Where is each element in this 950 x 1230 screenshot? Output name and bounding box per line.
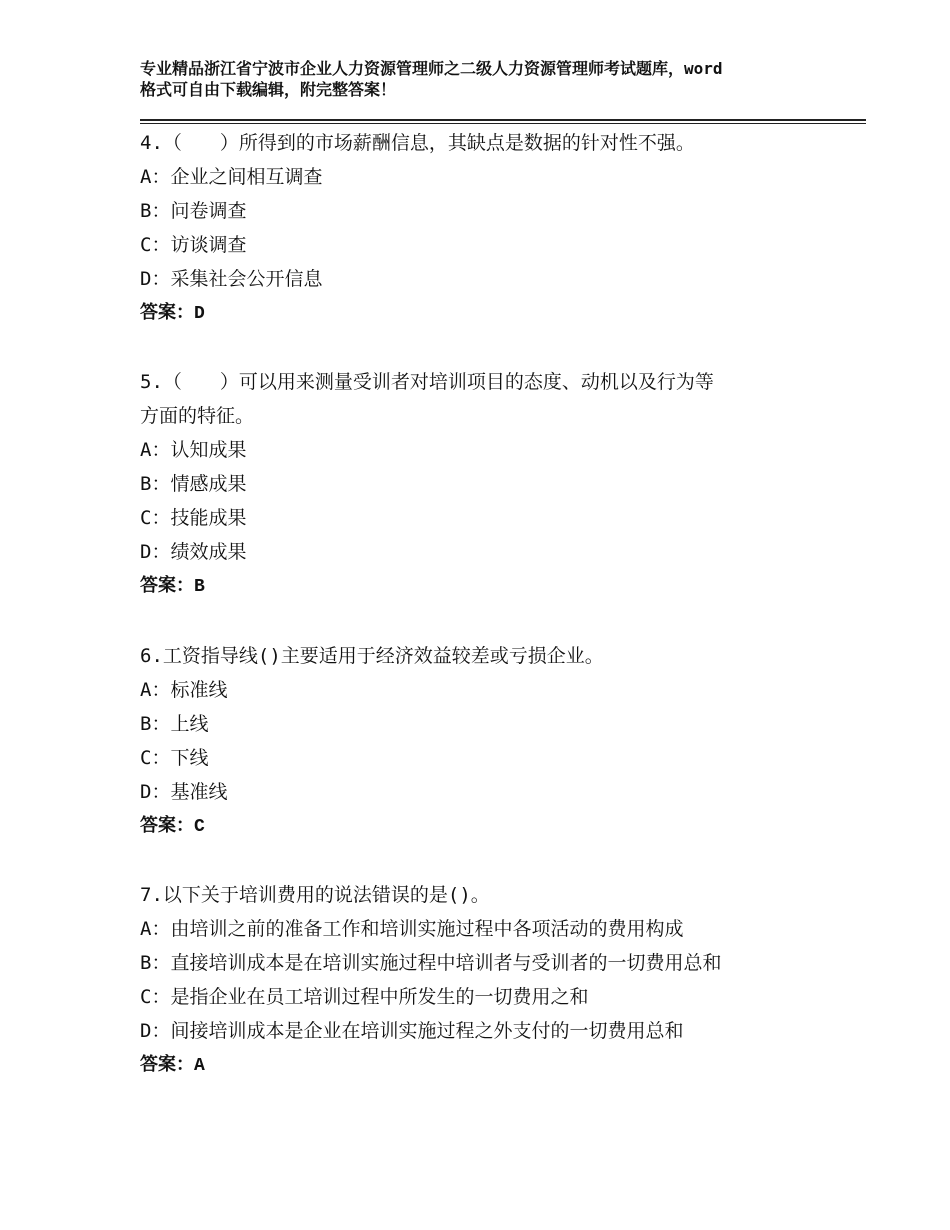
option-d: D：采集社会公开信息 xyxy=(140,268,323,290)
header-line-1: 专业精品浙江省宁波市企业人力资源管理师之二级人力资源管理师考试题库，word xyxy=(140,59,723,78)
answer-line xyxy=(140,296,840,330)
header-line-2: 格式可自由下载编辑，附完整答案！ xyxy=(140,80,397,99)
option-c: C：是指企业在员工培训过程中所发生的一切费用之和 xyxy=(140,986,589,1008)
option-b: B：直接培训成本是在培训实施过程中培训者与受训者的一切费用总和 xyxy=(140,952,722,974)
option-b: B：问卷调查 xyxy=(140,200,247,222)
option-a: A：认知成果 xyxy=(140,439,247,461)
answer-value: D xyxy=(194,304,205,324)
header-rule-thin xyxy=(140,123,866,124)
answer-value: B xyxy=(194,577,205,597)
document-header xyxy=(140,58,840,100)
option-d: D：间接培训成本是企业在培训实施过程之外支付的一切费用总和 xyxy=(140,1020,684,1042)
answer-label: 答案： xyxy=(140,302,194,323)
question-stem-continued: 方面的特征。 xyxy=(140,405,255,427)
option-d: D：绩效成果 xyxy=(140,541,247,563)
option-a: A：由培训之前的准备工作和培训实施过程中各项活动的费用构成 xyxy=(140,918,684,940)
option-a: A：标准线 xyxy=(140,679,228,701)
answer-value: A xyxy=(194,1056,205,1076)
question-block-7 xyxy=(140,878,840,1082)
question-stem: 5.（ ）可以用来测量受训者对培训项目的态度、动机以及行为等 xyxy=(140,371,714,393)
question-stem: 6.工资指导线()主要适用于经济效益较差或亏损企业。 xyxy=(140,645,604,667)
question-block-5 xyxy=(140,365,840,603)
question-stem: 4.（ ）所得到的市场薪酬信息，其缺点是数据的针对性不强。 xyxy=(140,132,695,154)
answer-line xyxy=(140,809,840,843)
option-d: D：基准线 xyxy=(140,781,228,803)
question-block-6 xyxy=(140,639,840,843)
option-c: C：下线 xyxy=(140,747,209,769)
option-a: A：企业之间相互调查 xyxy=(140,166,323,188)
question-block-4 xyxy=(140,126,840,330)
answer-label: 答案： xyxy=(140,575,194,596)
answer-line xyxy=(140,1048,840,1082)
option-c: C：访谈调查 xyxy=(140,234,247,256)
option-b: B：情感成果 xyxy=(140,473,247,495)
answer-value: C xyxy=(194,817,205,837)
option-b: B：上线 xyxy=(140,713,209,735)
answer-label: 答案： xyxy=(140,815,194,836)
answer-line xyxy=(140,569,840,603)
option-c: C：技能成果 xyxy=(140,507,247,529)
question-stem: 7.以下关于培训费用的说法错误的是()。 xyxy=(140,884,490,906)
answer-label: 答案： xyxy=(140,1054,194,1075)
header-rule-thick xyxy=(140,119,866,121)
